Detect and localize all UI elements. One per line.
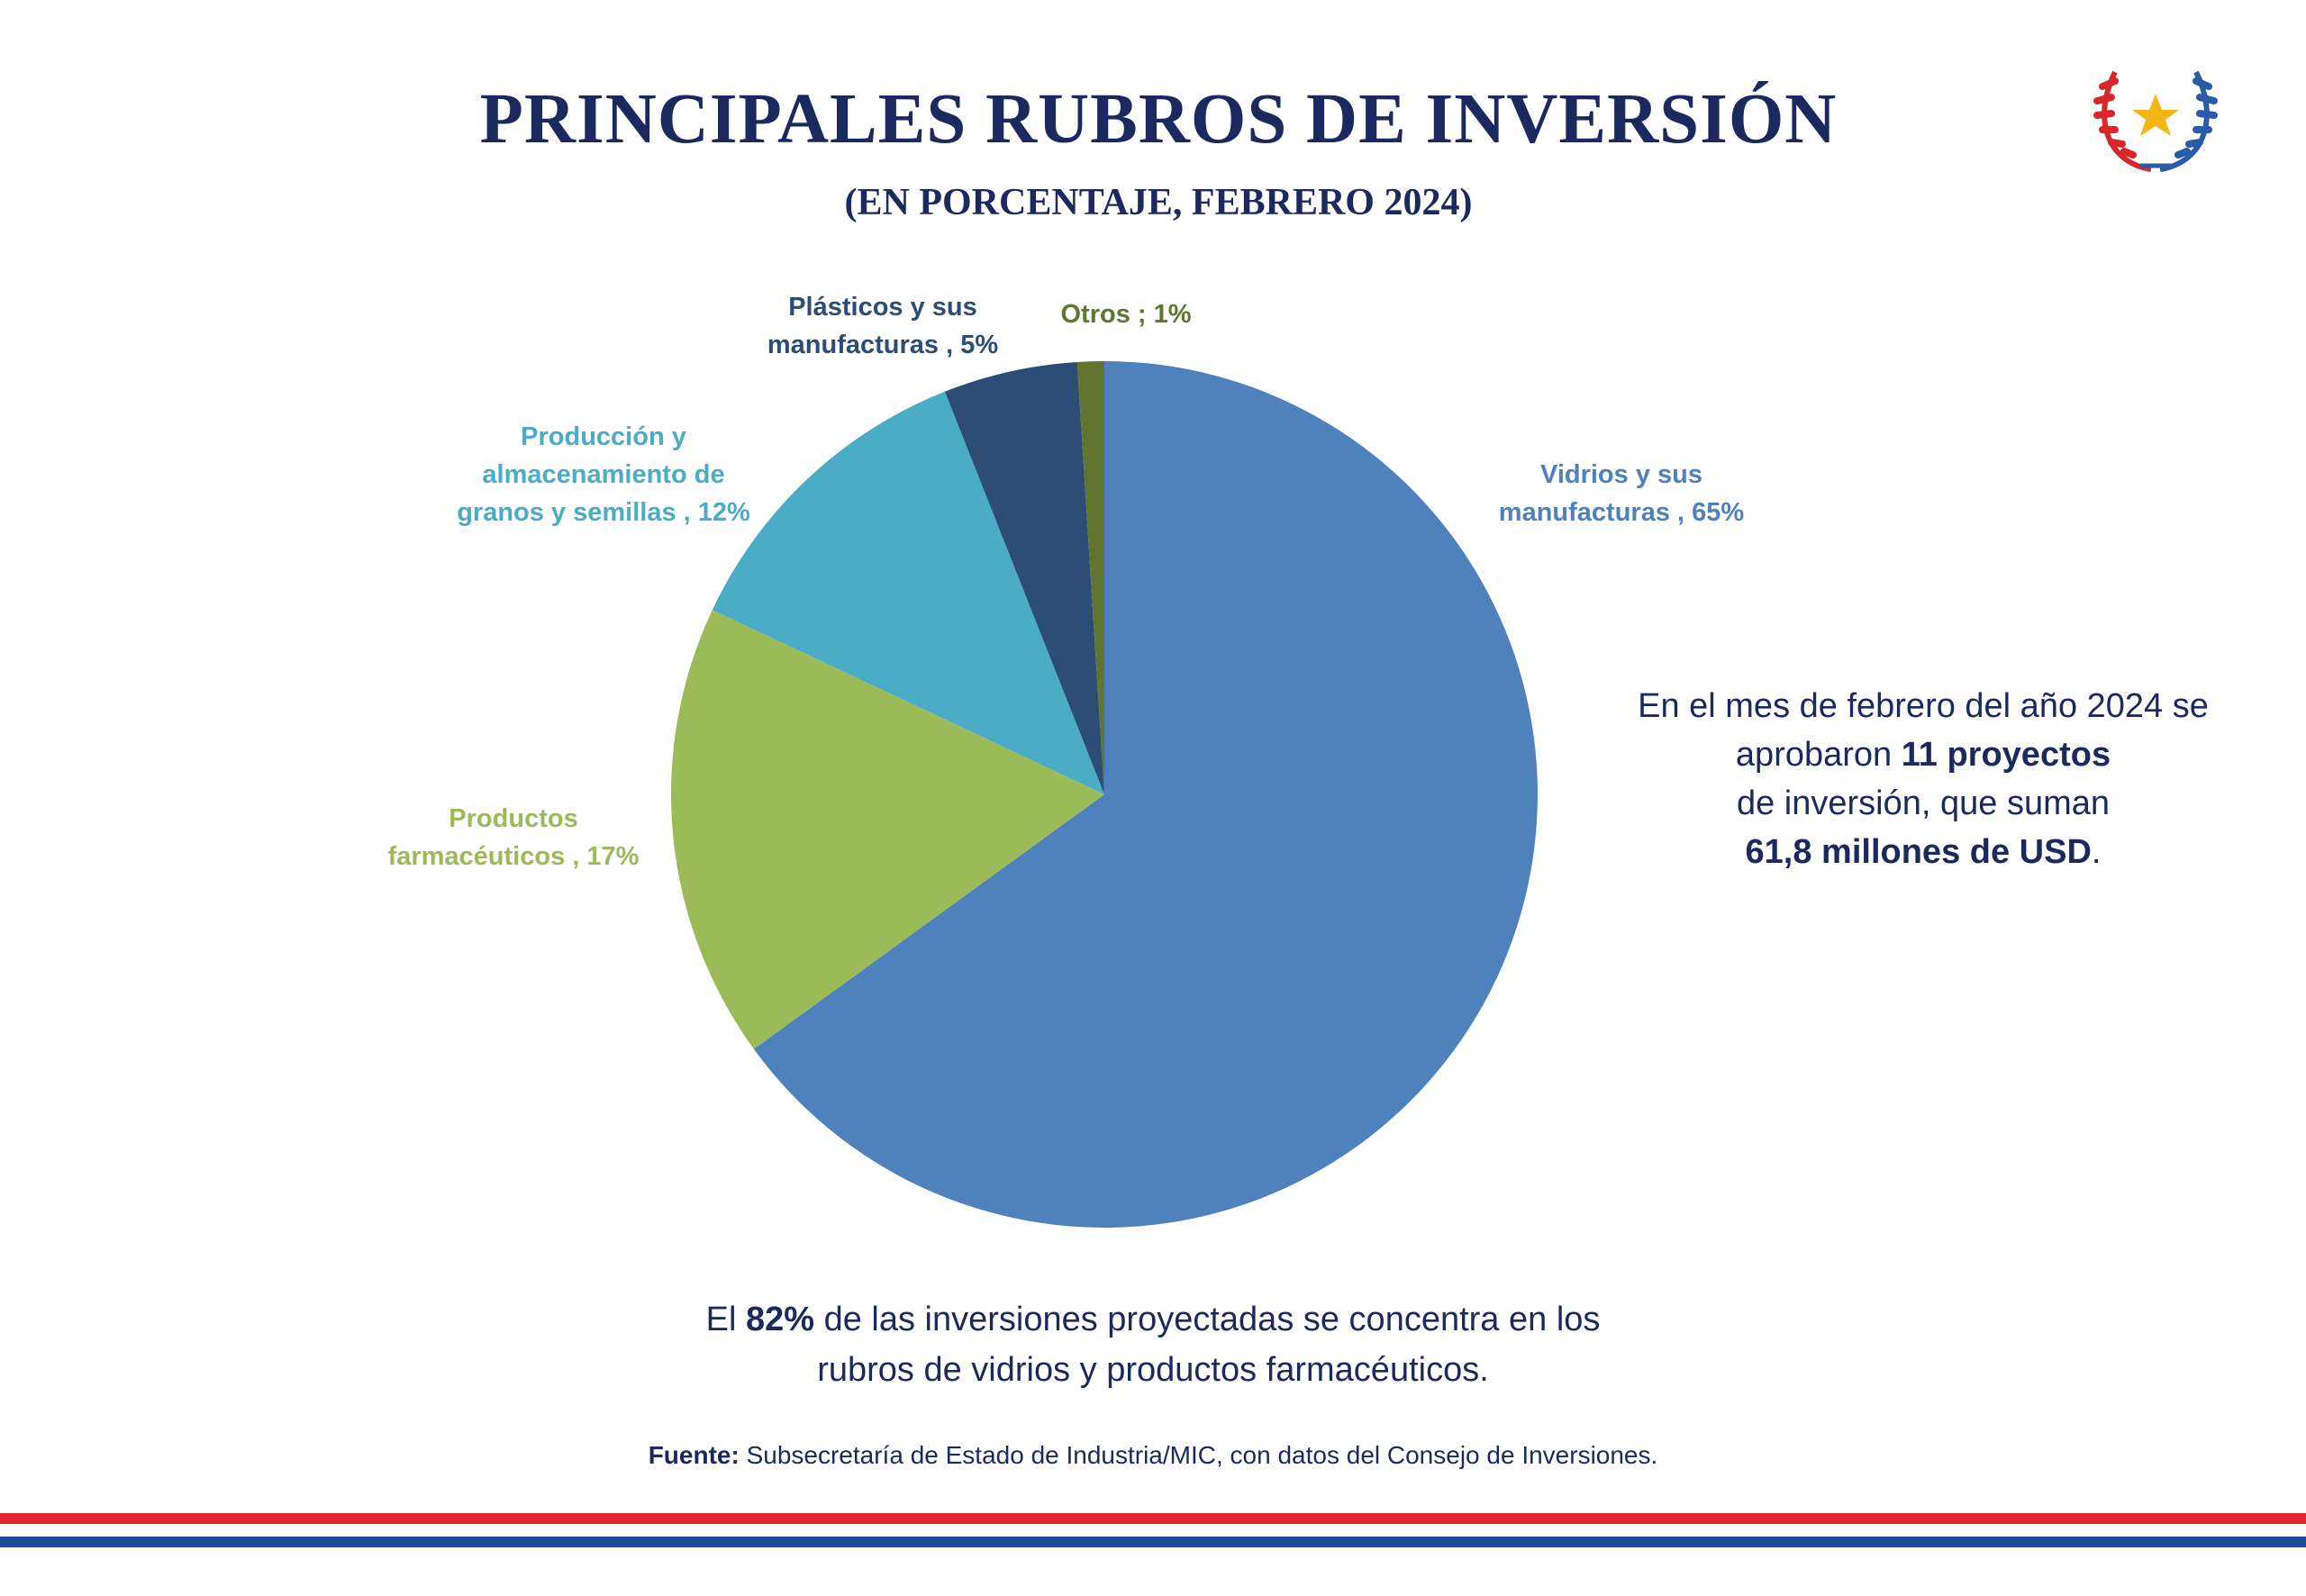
data-label-granos: Producción y almacenamiento de granos y semillas , 12% <box>457 422 750 527</box>
source-note <box>0 1441 2306 1470</box>
page-subtitle: (EN PORCENTAJE, FEBRERO 2024) <box>844 182 1473 223</box>
info-projects-count: 11 proyectos <box>1901 736 2111 774</box>
info-line-2 <box>1594 730 2252 779</box>
flag-stripe-red <box>0 1513 2306 1524</box>
data-label-vidrios: Vidrios y sus manufacturas , 65% <box>1498 460 1745 527</box>
data-label-otros: Otros ; 1% <box>1060 300 1192 329</box>
source-label: Fuente: <box>648 1441 740 1469</box>
info-line-4 <box>1594 828 2252 876</box>
info-line-2-text: aprobaron <box>1735 736 1902 774</box>
data-label-plasticos: Plásticos y sus manufacturas , 5% <box>767 293 999 359</box>
info-total-amount: 61,8 millones de USD <box>1745 833 2092 871</box>
source-text: Subsecretaría de Estado de Industria/MIC, con datos del Consejo de Inversiones. <box>739 1441 1658 1469</box>
page-title: PRINCIPALES RUBROS DE INVERSIÓN <box>479 80 1838 159</box>
info-line-4-suffix: . <box>2091 833 2102 871</box>
summary-line-1 <box>0 1294 2306 1345</box>
summary-prefix: El <box>705 1301 746 1338</box>
summary-rest: de las inversiones proyectadas se concentra en los <box>814 1301 1601 1338</box>
summary-percentage: 82% <box>745 1301 815 1338</box>
summary-text <box>0 1294 2306 1395</box>
investment-info <box>1594 682 2252 876</box>
info-line-1: En el mes de febrero del año 2024 se <box>1638 687 2209 725</box>
info-line-3: de inversión, que suman <box>1736 784 2111 822</box>
flag-stripe-blue <box>0 1537 2306 1547</box>
data-label-farmaceuticos: Productos farmacéuticos , 17% <box>387 804 640 871</box>
summary-line-2: rubros de vidrios y productos farmacéuticos. <box>817 1351 1489 1389</box>
